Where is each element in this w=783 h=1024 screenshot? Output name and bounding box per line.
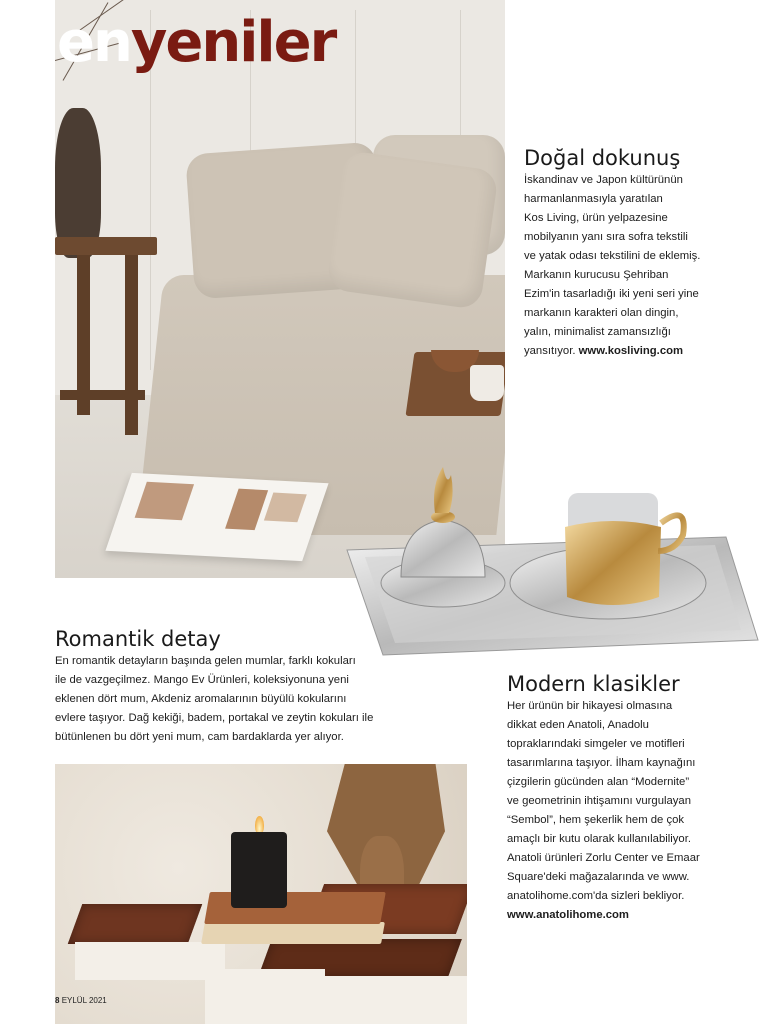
body-line: İskandinav ve Japon kültürünün [524,174,683,186]
tile [68,904,203,944]
body-line: Square'deki mağazalarında ve www. [507,871,690,883]
wooden-stool [55,237,157,255]
body-line: dikkat eden Anatoli, Anadolu [507,719,649,731]
stool-rail [60,390,145,400]
open-magazine [105,473,328,561]
body-line: anatolihome.com'da sizleri bekliyor. [507,890,685,902]
body-line: Markanın kurucusu Şehriban [524,269,669,281]
sugar-bowl-dome [401,520,485,577]
text-dogal-dokunus [524,171,700,361]
body-line: mobilyanın yanı sıra sofra tekstili [524,231,688,243]
page-footer [55,996,107,1005]
gold-cup-holder [565,521,661,605]
body-line [524,342,700,361]
heading-romantik-detay: Romantik detay [55,627,221,651]
body-line: topraklarındaki simgeler ve motifleri [507,738,685,750]
body-line: tasarımlarına taşıyor. İlham kaynağını [507,757,696,769]
body-line: ile de vazgeçilmez. Mango Ev Ürünleri, koleksiyonuna yeni [55,674,349,686]
candle-photo [55,764,467,1024]
shelf-front [75,942,225,980]
kosliving-link[interactable]: www.kosliving.com [578,345,684,357]
shelf-front [205,969,325,1024]
heading-modern-klasikler: Modern klasikler [507,672,680,696]
page-number: 8 [55,996,60,1005]
body-line: Anatoli ürünleri Zorlu Center ve Emaar [507,852,700,864]
heading-dogal-dokunus: Doğal dokunuş [524,146,681,170]
issue-date: EYLÜL 2021 [61,996,107,1005]
cup [470,365,504,401]
stool-leg [125,255,138,435]
body-line: çizgilerin gücünden alan “Modernite” [507,776,690,788]
body-line: yalın, minimalist zamansızlığı [524,326,671,338]
body-line: markanın karakteri olan dingin, [524,307,679,319]
tulip-finial [434,467,453,513]
body-line: Kos Living, ürün yelpazesine [524,212,668,224]
shelf-front [315,976,467,1024]
body-line: harmanlanmasıyla yaratılan [524,193,663,205]
body-line-end: yansıtıyor. [524,345,576,357]
body-line: ve yatak odası tekstilini de eklemiş. [524,250,701,262]
text-modern-klasikler [507,697,700,925]
pillow [326,150,499,310]
body-line: En romantik detayların başında gelen mumlar, farklı kokuları [55,655,356,667]
silver-coffee-set-photo [343,465,761,660]
page-title [57,10,335,76]
book [201,922,385,944]
body-line: “Sembol”, hem şekerlik hem de çok [507,814,685,826]
body-line: evlere taşıyor. Dağ kekiği, badem, portakal ve zeytin kokuları ile [55,712,374,724]
body-line: ve geometrinin ihtişamını vurgulayan [507,795,691,807]
magazine-picture [225,489,268,531]
magazine-picture [264,493,307,523]
body-line: amaçlı bir kutu olarak kullanılabiliyor. [507,833,691,845]
magazine-picture [135,482,194,520]
candle-jar [231,832,287,908]
anatolihome-link[interactable]: www.anatolihome.com [507,909,629,921]
body-line: Ezim'in tasarladığı iki yeni seri yine [524,288,699,300]
body-line: bütünlenen bu dört yeni mum, cam bardaklarda yer alıyor. [55,731,344,743]
title-part-yeniler: yeniler [130,10,336,75]
text-romantik-detay [55,652,373,747]
body-line: Her ürünün bir hikayesi olmasına [507,700,673,712]
body-line: eklenen dört mum, Akdeniz aromalarının büyülü kokularını [55,693,347,705]
vase [55,108,101,258]
title-part-en: en [57,10,131,75]
